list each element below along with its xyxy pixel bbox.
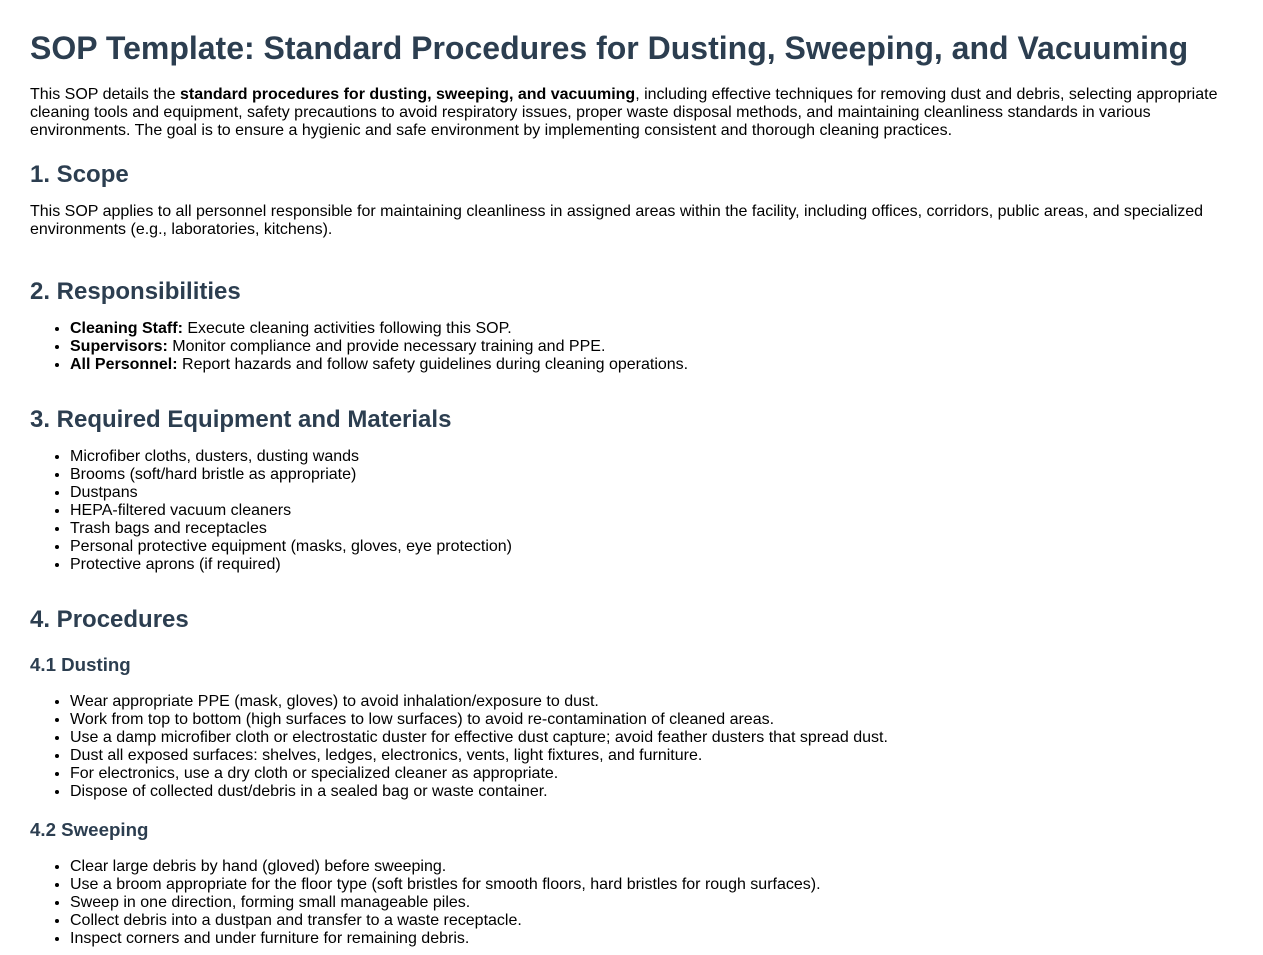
role-text: Monitor compliance and provide necessary training and PPE. — [167, 338, 606, 355]
list-item: • Use a damp microfiber cloth or electrostatic duster for effective dust capture; avoid feather dusters that spread dust. — [70, 729, 1233, 747]
list-item — [70, 356, 1233, 374]
role-text: Report hazards and follow safety guidelines during cleaning operations. — [177, 356, 689, 373]
dusting-heading: 4.1 Dusting — [30, 654, 131, 675]
list-item: • Dispose of collected dust/debris in a sealed bag or waste container. — [70, 783, 1233, 801]
intro-suffix: , including effective techniques for removing dust and debris, selecting appropriate cleaning tools and equipment, safety precautions to avoid respiratory issues, proper waste disposal methods, and maintaining cleanliness standards in various environments. The goal is to ensure a hygienic and safe environment by implementing consistent and thorough cleaning practices. — [30, 86, 1218, 139]
sweeping-heading: 4.2 Sweeping — [30, 819, 149, 840]
document — [0, 29, 1263, 948]
intro-prefix: This SOP details the — [30, 86, 180, 103]
list-item: • For electronics, use a dry cloth or specialized cleaner as appropriate. — [70, 765, 1233, 783]
role-label: Supervisors: — [70, 338, 168, 355]
list-item: • Protective aprons (if required) — [70, 556, 1233, 574]
list-item: • Dust all exposed surfaces: shelves, ledges, electronics, vents, light fixtures, and furniture. — [70, 747, 1233, 765]
equipment-heading: 3. Required Equipment and Materials — [30, 406, 452, 433]
list-item: • Collect debris into a dustpan and transfer to a waste receptacle. — [70, 912, 1233, 930]
list-item: • Work from top to bottom (high surfaces to low surfaces) to avoid re-contamination of cleaned areas. — [70, 711, 1233, 729]
intro-paragraph — [30, 86, 1233, 140]
list-item: • Personal protective equipment (masks, gloves, eye protection) — [70, 538, 1233, 556]
list-item: • Use a broom appropriate for the floor type (soft bristles for smooth floors, hard bristles for rough surfaces). — [70, 876, 1233, 894]
list-item: • Sweep in one direction, forming small manageable piles. — [70, 894, 1233, 912]
list-item: • Trash bags and receptacles — [70, 520, 1233, 538]
list-item — [70, 338, 1233, 356]
sweeping-list — [30, 858, 1233, 948]
list-item: • Microfiber cloths, dusters, dusting wands — [70, 448, 1233, 466]
scope-paragraph: This SOP applies to all personnel responsible for maintaining cleanliness in assigned areas within the facility, including offices, corridors, public areas, and specialized environments (e.g., laboratories, kitchens). — [30, 203, 1204, 238]
role-text: Execute cleaning activities following this SOP. — [182, 320, 512, 337]
page-title: SOP Template: Standard Procedures for Dusting, Sweeping, and Vacuuming — [30, 30, 1189, 66]
list-item: • HEPA-filtered vacuum cleaners — [70, 502, 1233, 520]
role-label: Cleaning Staff: — [70, 320, 183, 337]
responsibilities-list — [30, 320, 1233, 374]
list-item: • Inspect corners and under furniture for remaining debris. — [70, 930, 1233, 948]
list-item: • Wear appropriate PPE (mask, gloves) to avoid inhalation/exposure to dust. — [70, 693, 1233, 711]
dusting-list — [30, 693, 1233, 801]
intro-bold: standard procedures for dusting, sweeping, and vacuuming — [180, 86, 636, 103]
role-label: All Personnel: — [70, 356, 178, 373]
scope-heading: 1. Scope — [30, 161, 129, 188]
list-item: • Dustpans — [70, 484, 1233, 502]
list-item — [70, 320, 1233, 338]
responsibilities-heading: 2. Responsibilities — [30, 278, 241, 305]
list-item: • Clear large debris by hand (gloved) before sweeping. — [70, 858, 1233, 876]
procedures-heading: 4. Procedures — [30, 606, 189, 633]
equipment-list — [30, 448, 1233, 574]
list-item: • Brooms (soft/hard bristle as appropriate) — [70, 466, 1233, 484]
